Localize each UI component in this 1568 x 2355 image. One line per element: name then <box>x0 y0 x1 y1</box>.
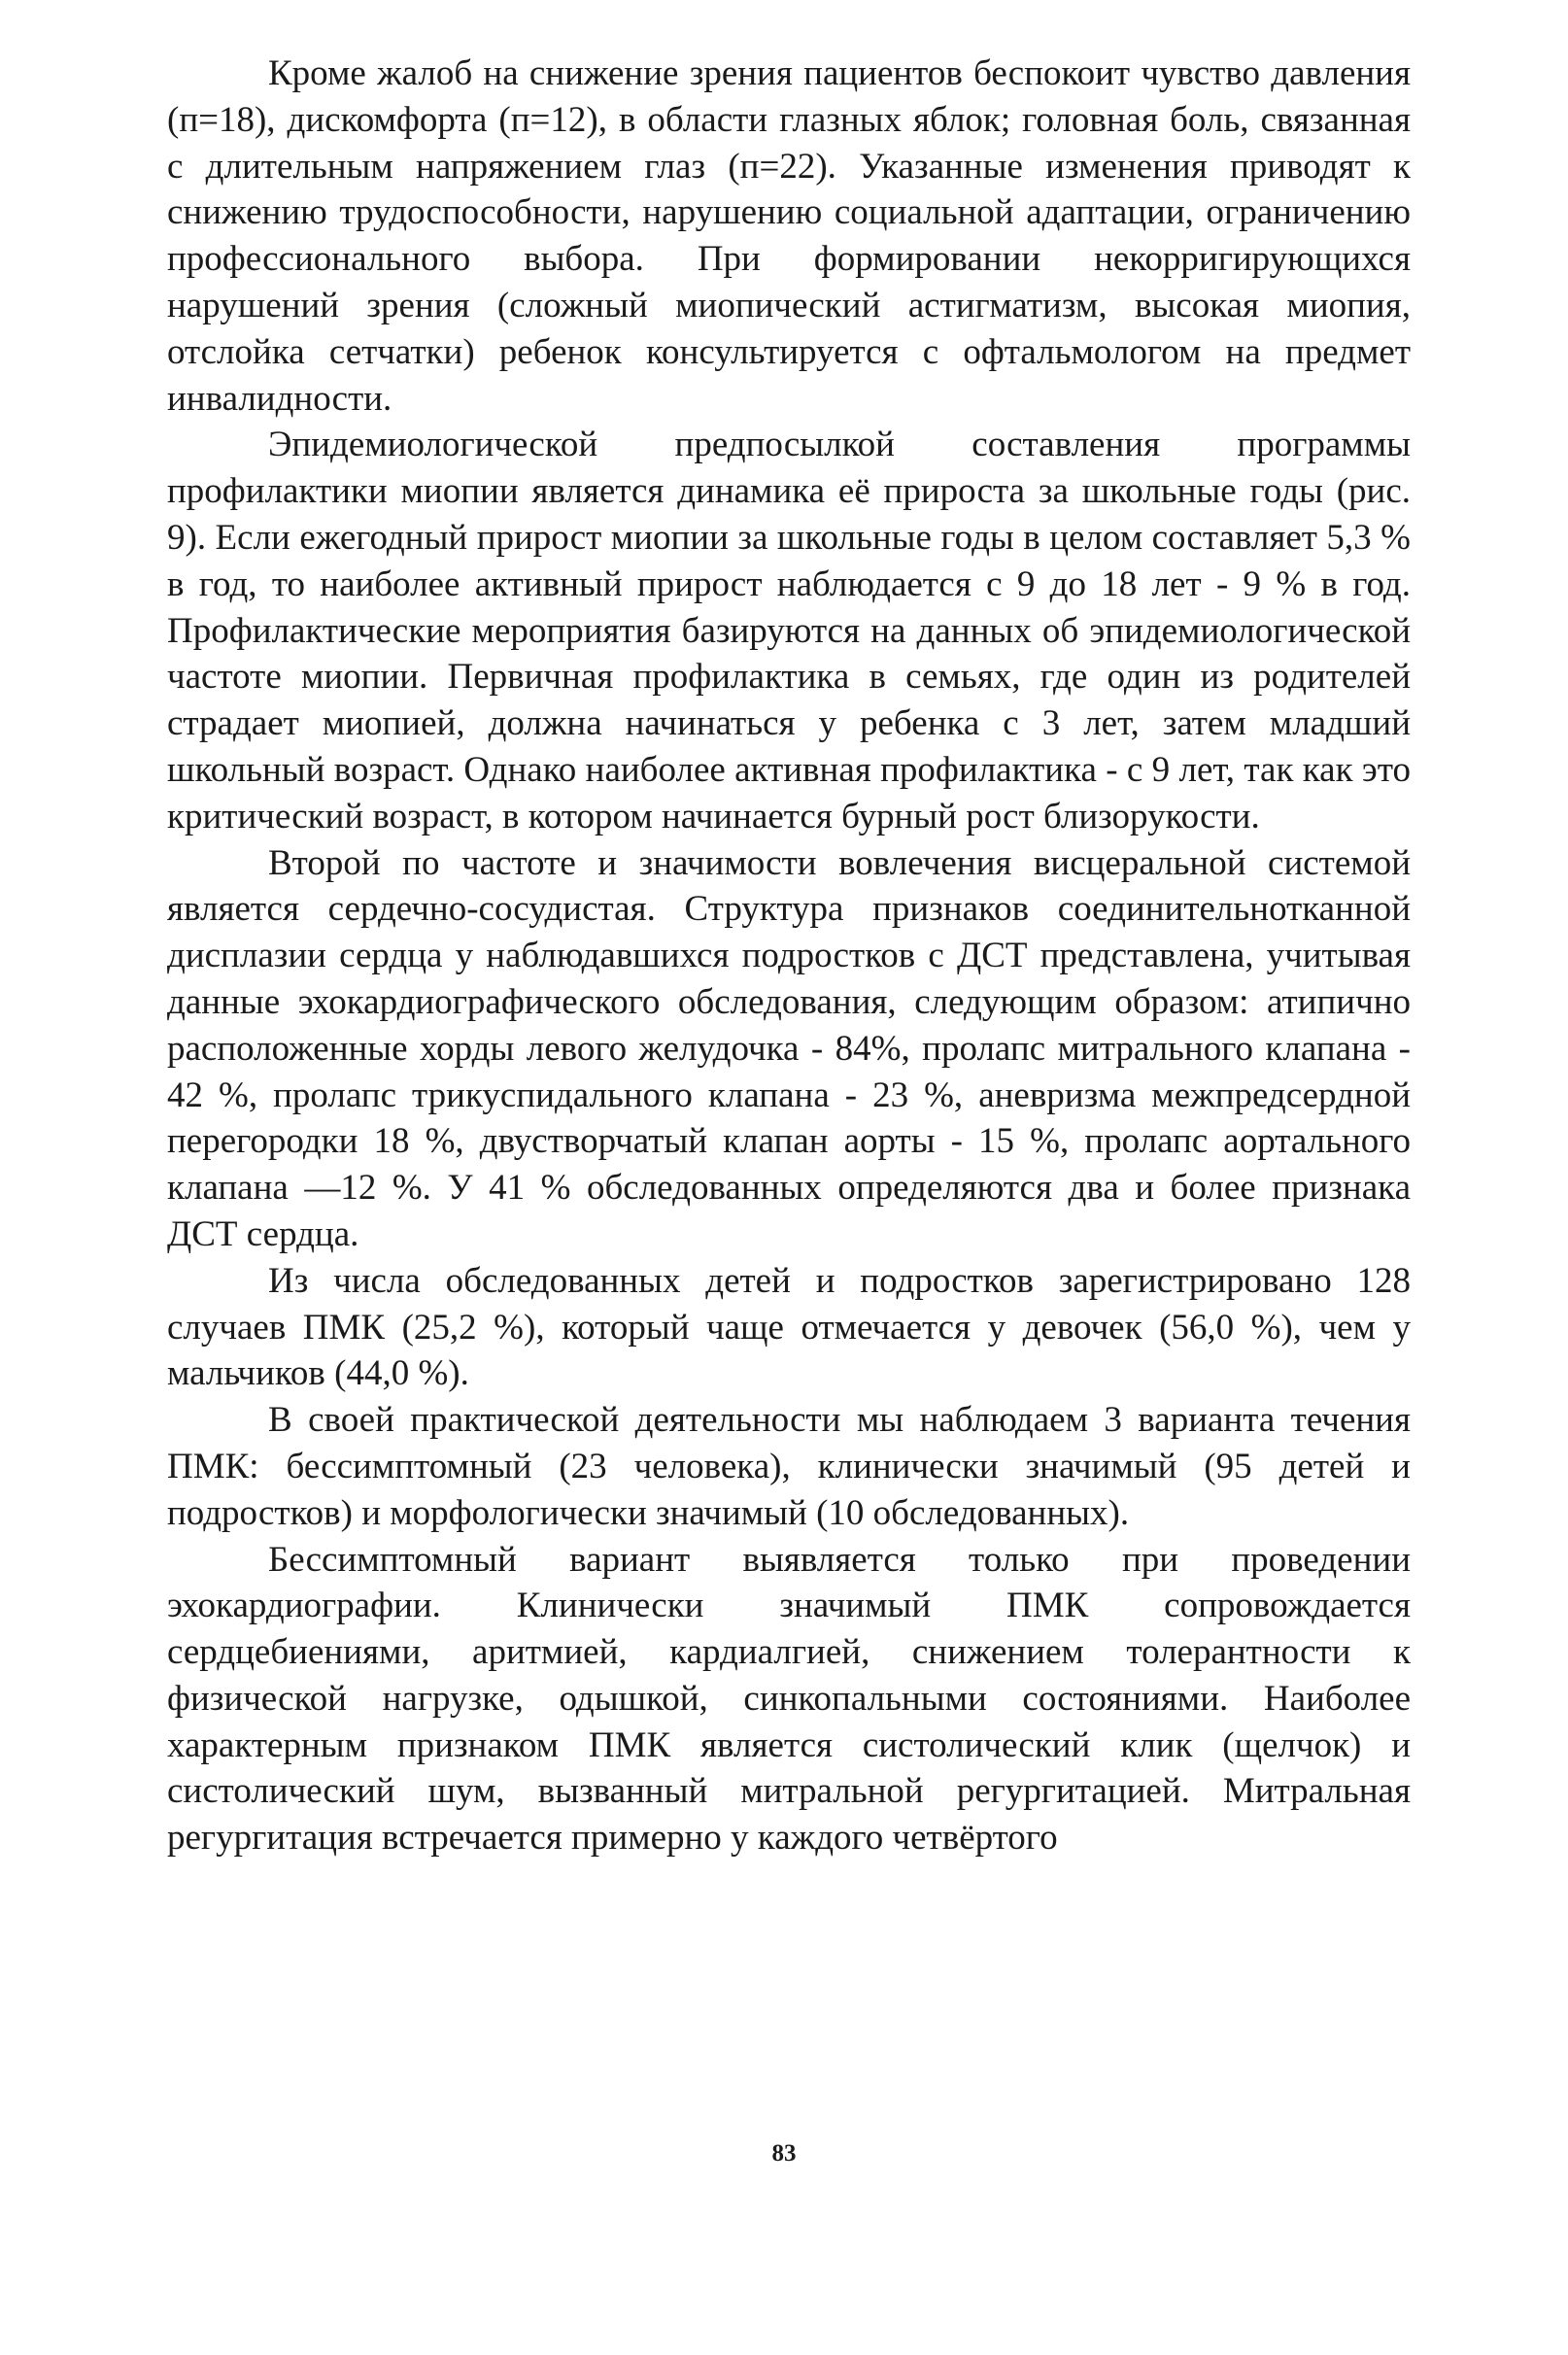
body-text <box>167 51 1411 1861</box>
paragraph-complaints: Кроме жалоб на снижение зрения пациентов беспокоит чувство давления (п=18), дискомфорта (п=12), в области глазных яблок; головная боль, связанная с длительным напряжением глаз (п=22). Указанные изменения приводят к снижению трудоспособности, нарушению социальной адаптации, ограничению профессионального выбора. При формировании некорригирующихся нарушений зрения (сложный миопический астигматизм, высокая миопия, отслойка сетчатки) ребенок консультируется с офтальмологом на предмет инвалидности. <box>167 53 1411 419</box>
paragraph-mvp-cases: Из числа обследованных детей и подростков зарегистрировано 128 случаев ПМК (25,2 %), который чаще отмечается у девочек (56,0 %), чем у мальчиков (44,0 %). <box>167 1260 1411 1394</box>
paragraph-mvp-variants: В своей практической деятельности мы наблюдаем 3 варианта течения ПМК: бессимптомный (23 человека), клинически значимый (95 детей и подростков) и морфологически значимый (10 обследованных). <box>167 1400 1411 1533</box>
paragraph-myopia-prevention: Эпидемиологической предпосылкой составления программы профилактики миопии является динамика её прироста за школьные годы (рис. 9). Если ежегодный прирост миопии за школьные годы в целом составляет 5,3 % в год, то наиболее активный прирост наблюдается с 9 до 18 лет - 9 % в год. Профилактические мероприятия базируются на данных об эпидемиологической частоте миопии. Первичная профилактика в семьях, где один из родителей страдает миопией, должна начинаться у ребенка с 3 лет, затем младший школьный возраст. Однако наиболее активная профилактика - с 9 лет, так как это критический возраст, в котором начинается бурный рост близорукости. <box>167 425 1411 836</box>
page-number: 83 <box>771 2140 797 2167</box>
paragraph-cardiac-dysplasia: Второй по частоте и значимости вовлечения висцеральной системой является сердечно-сосудистая. Структура признаков соединительнотканной дисплазии сердца у наблюдавшихся подростков с ДСТ представлена, учитывая данные эхокардиографического обследования, следующим образом: атипично расположенные хорды левого желудочка - 84%, пролапс митрального клапана - 42 %, пролапс трикуспидального клапана - 23 %, аневризма межпредсердной перегородки 18 %, двустворчатый клапан аорты - 15 %, пролапс аортального клапана —12 %. У 41 % обследованных определяются два и более признака ДСТ сердца. <box>167 842 1411 1254</box>
paragraph-asymptomatic-variant: Бессимптомный вариант выявляется только при проведении эхокардиографии. Клинически значимый ПМК сопровождается сердцебиениями, аритмией, кардиалгией, снижением толерантности к физической нагрузке, одышкой, синкопальными состояниями. Наиболее характерным признаком ПМК является систолический клик (щелчок) и систолический шум, вызванный митральной регургитацией. Митральная регургитация встречается примерно у каждого четвёртого <box>167 1539 1411 1859</box>
